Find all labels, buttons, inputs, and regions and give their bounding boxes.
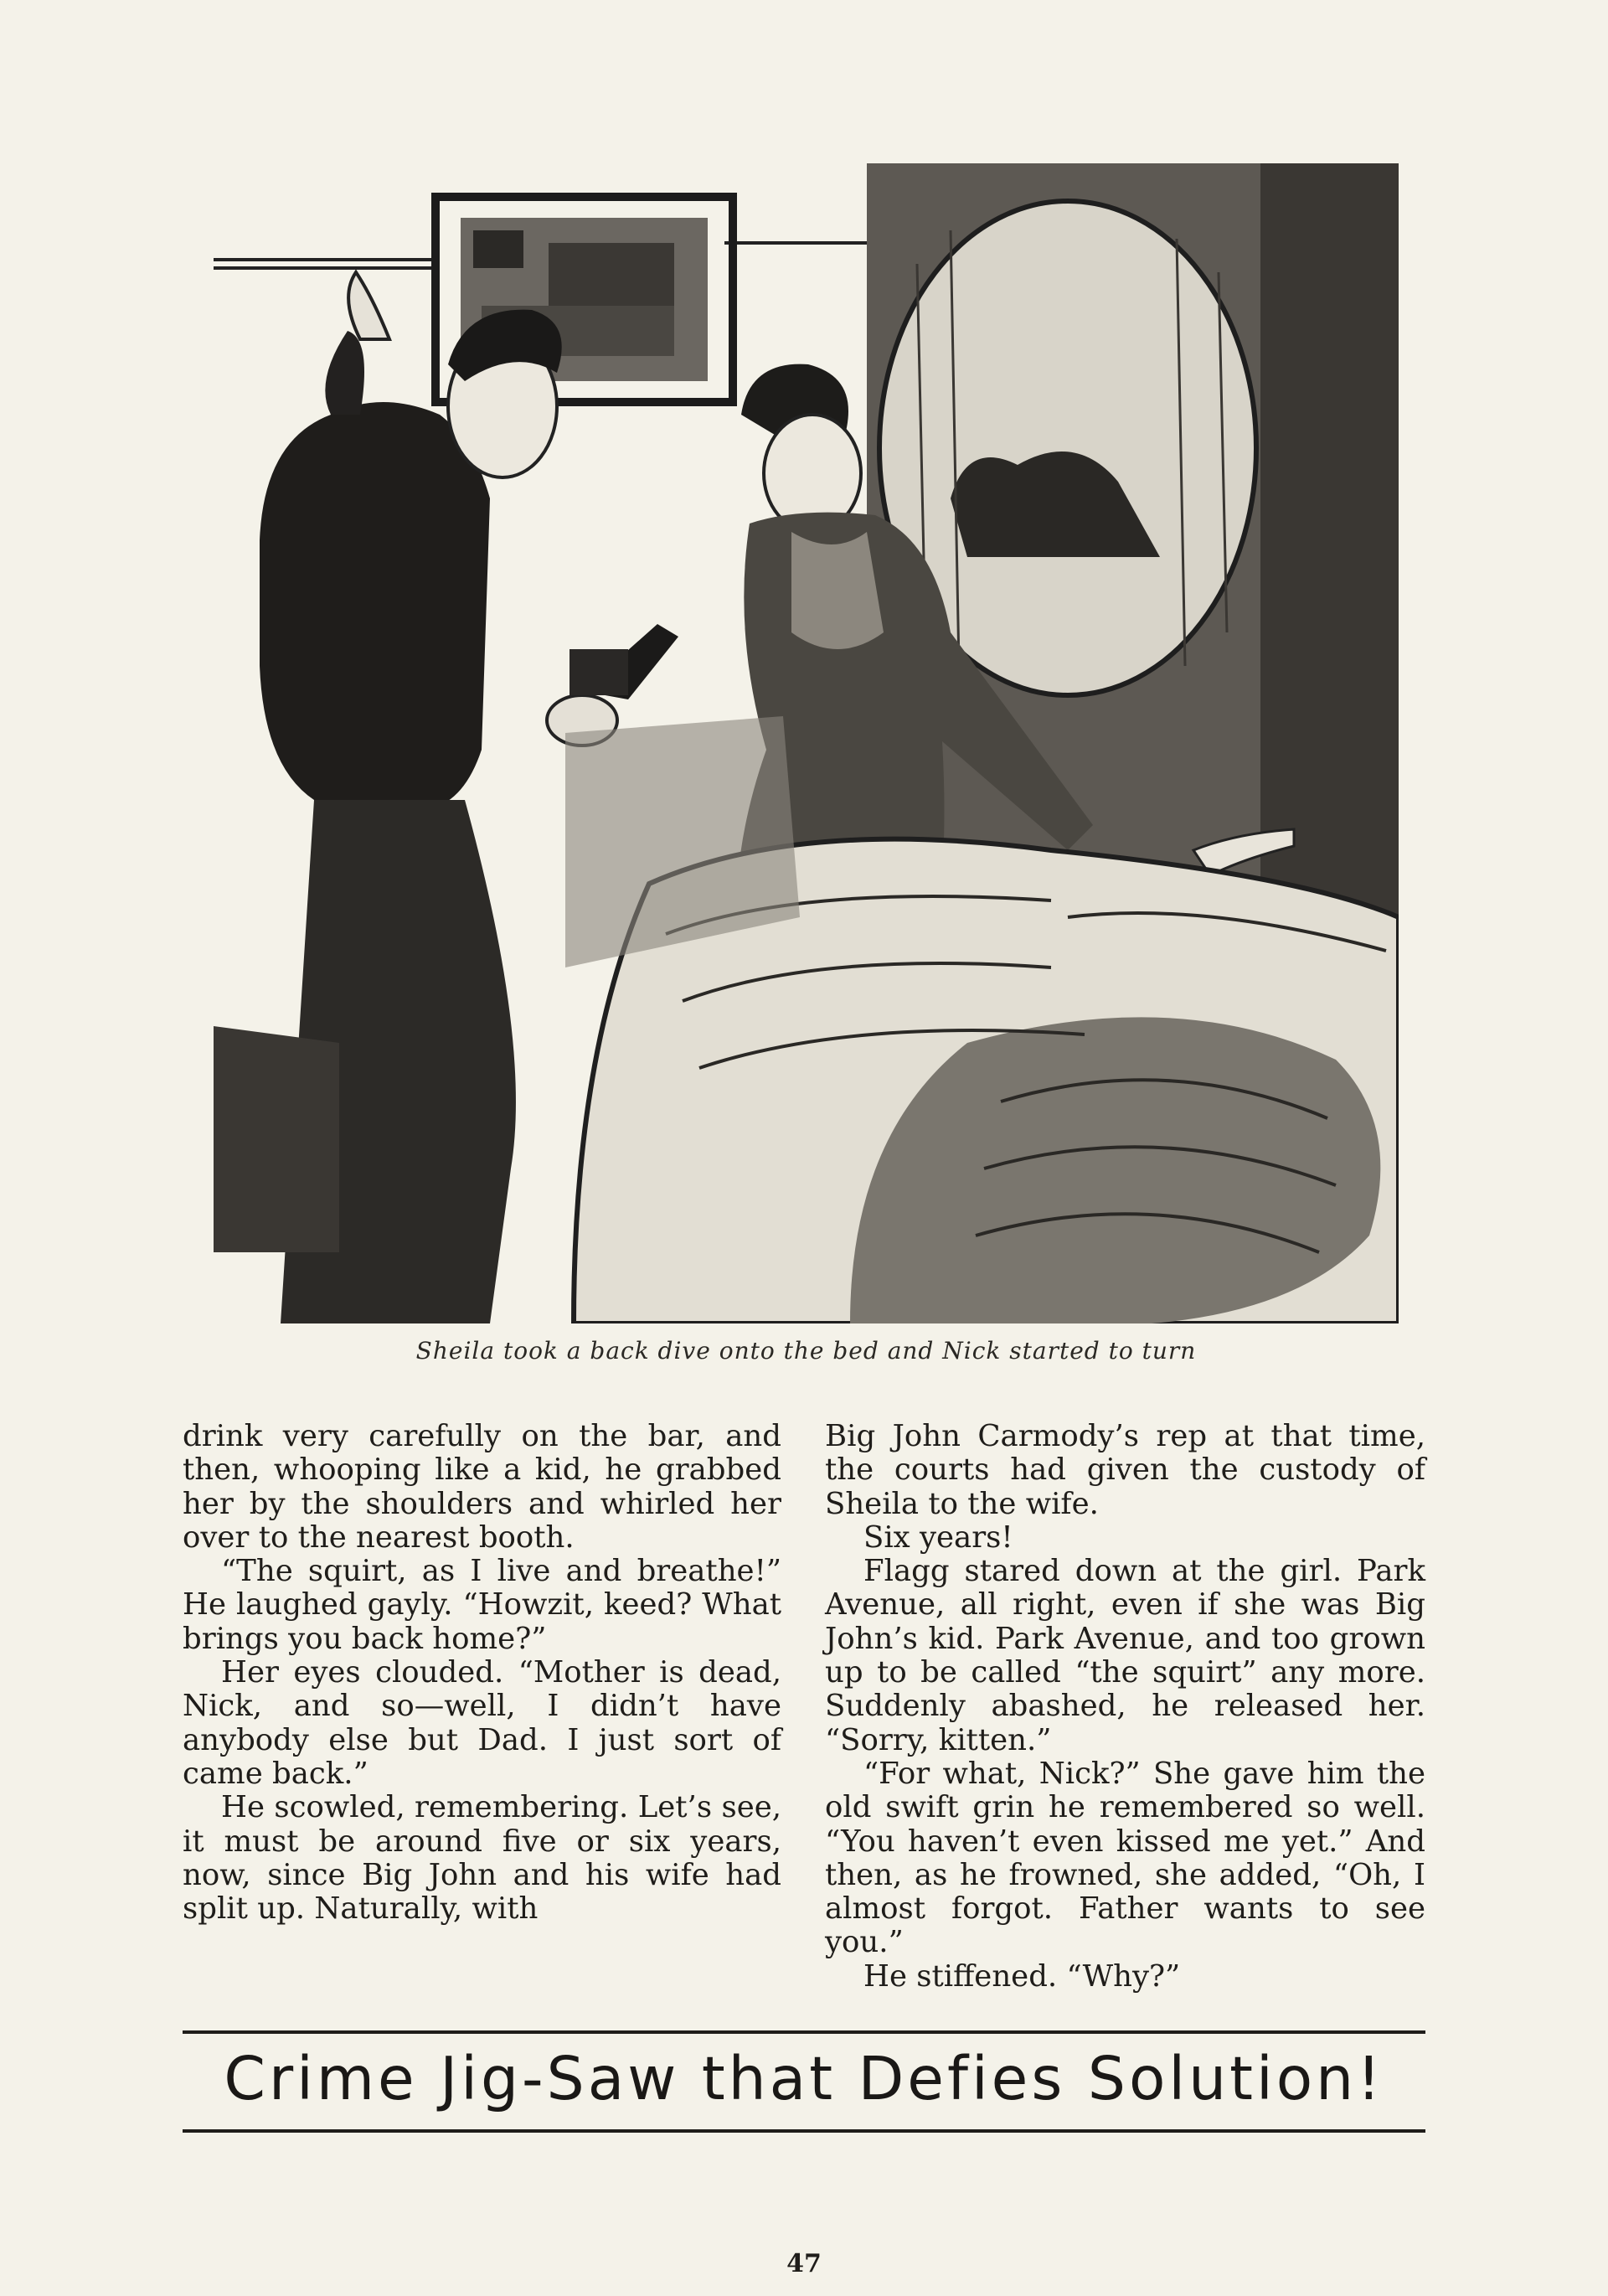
paragraph: Big John Carmody’s rep at that time, the courts had given the custody of Sheila to the wife. xyxy=(825,1419,1425,1521)
paragraph: Her eyes clouded. “Mother is dead, Nick, and so—well, I didn’t have anybody else but Dad. I just sort of came back.” xyxy=(183,1655,781,1791)
paragraph: “The squirt, as I live and breathe!” He laughed gayly. “Howzit, keed? What brings you back home?” xyxy=(183,1554,781,1656)
paragraph: drink very carefully on the bar, and then, whooping like a kid, he grabbed her by the shoulders and whirled her over to the nearest booth. xyxy=(183,1419,781,1555)
column-right xyxy=(825,1420,1425,1994)
illustration-caption: Sheila took a back dive onto the bed and Nick started to turn xyxy=(415,1337,1197,1365)
page-number: 47 xyxy=(786,2249,822,2278)
column-left xyxy=(183,1420,781,1926)
paragraph: Flagg stared down at the girl. Park Avenue, all right, even if she was Big John’s kid. Park Avenue, and too grown up to be called “the squirt” any more. Suddenly abashed, he released her. “Sorry, kitten.” xyxy=(825,1554,1425,1757)
banner-rule-bottom xyxy=(183,2129,1425,2133)
paragraph: “For what, Nick?” She gave him the old swift grin he remembered so well. “You haven’t even kissed me yet.” And then, as he frowned, she added, “Oh, I almost forgot. Father wants to see you.” xyxy=(825,1756,1425,1960)
illustration xyxy=(214,163,1399,1323)
banner-rule-top xyxy=(183,2030,1425,2034)
paragraph: He scowled, remembering. Let’s see, it must be around five or six years, now, since Big John and his wife had split up. Naturally, with xyxy=(183,1790,781,1927)
banner-headline: Crime Jig-Saw that Defies Solution! xyxy=(224,2044,1384,2113)
illustration-drawing xyxy=(214,163,1399,1323)
paragraph: He stiffened. “Why?” xyxy=(863,1958,1181,1994)
paragraph: Six years! xyxy=(863,1519,1013,1555)
